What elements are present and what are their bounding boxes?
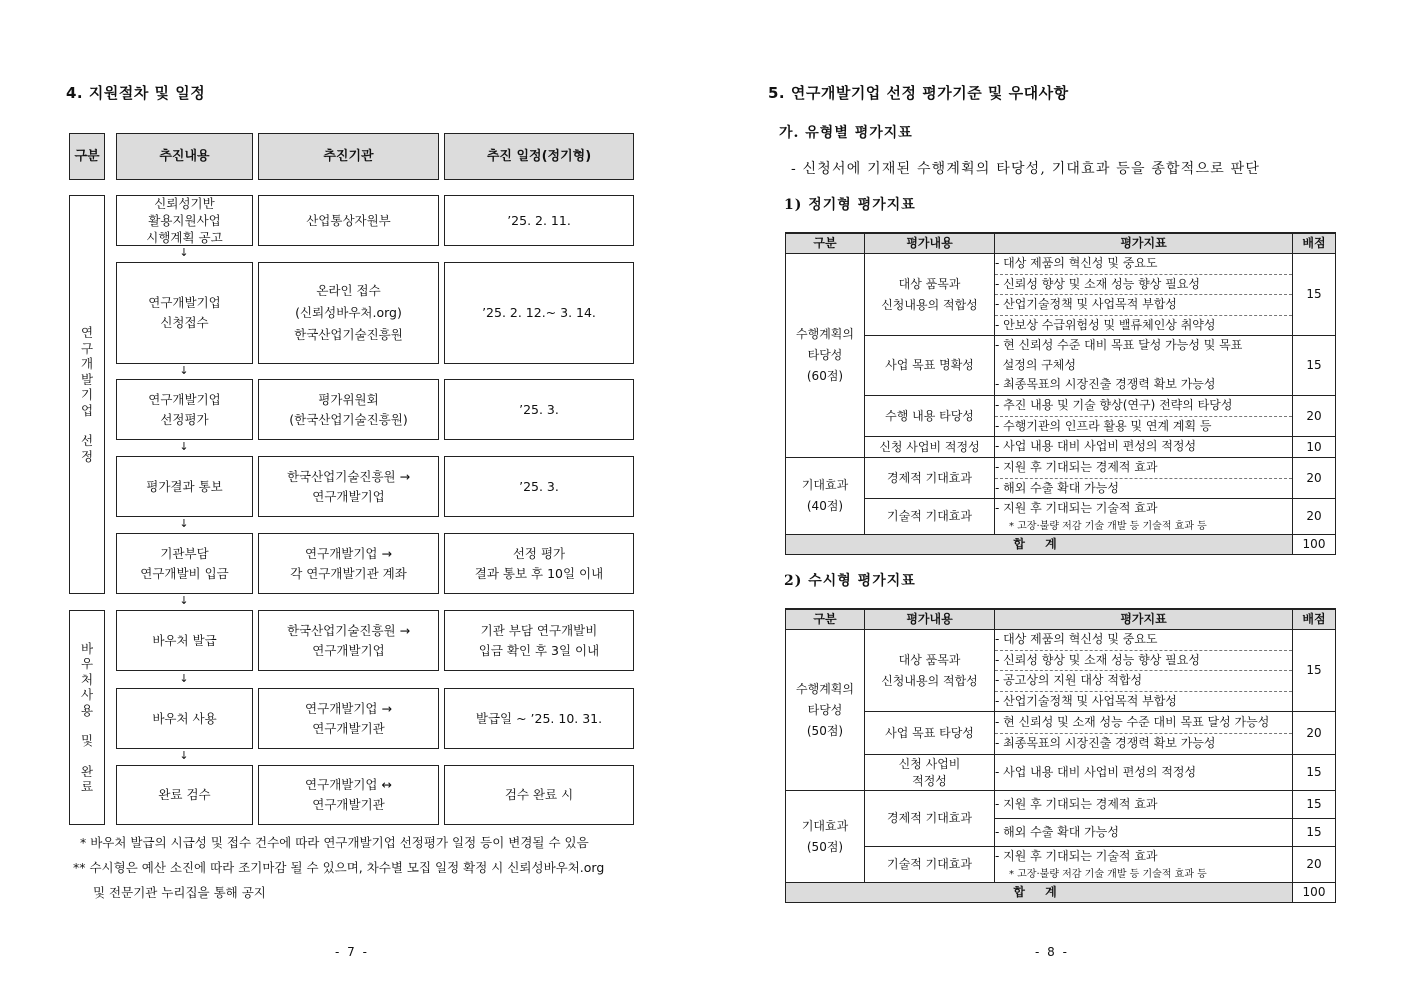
- col-score: 배점: [1293, 233, 1336, 254]
- indicator-cell: - 지원 후 기대되는 경제적 효과 - 해외 수출 확대 가능성: [995, 458, 1293, 499]
- header-org: 추진기관: [258, 133, 439, 180]
- step-date: 기관 부담 연구개발비 입금 확인 후 3일 이내: [444, 610, 634, 671]
- step-org: 산업통상자원부: [258, 195, 439, 246]
- score: 15: [1293, 755, 1336, 791]
- indicator-cell: - 지원 후 기대되는 기술적 효과 * 고장·불량 저감 기술 개발 등 기술적 효과 등: [995, 499, 1293, 535]
- score: 20: [1293, 458, 1336, 499]
- total-score: 100: [1293, 535, 1336, 555]
- step-content: 신뢰성기반 활용지원사업 시행계획 공고: [116, 195, 253, 246]
- step-date: ’25. 3.: [444, 456, 634, 517]
- step-date: ’25. 2. 11.: [444, 195, 634, 246]
- subsection-a-desc: - 신청서에 기재된 수행계획의 타당성, 기대효과 등을 종합적으로 판단: [791, 161, 1261, 177]
- score: 15: [1293, 254, 1336, 336]
- table1-title: 1) 정기형 평가지표: [784, 197, 916, 213]
- indicator-cell: - 해외 수출 확대 가능성: [995, 819, 1293, 847]
- step-content: 바우처 사용: [116, 688, 253, 749]
- step-content: 연구개발기업 선정평가: [116, 379, 253, 440]
- flow-arrow: ↓: [179, 672, 189, 685]
- category-plan: 수행계획의 타당성 (50점): [786, 630, 865, 791]
- eval-content: 기술적 기대효과: [865, 847, 995, 883]
- group-label-voucher: 바 우 처 사 용 및 완 료: [69, 610, 105, 825]
- eval-content: 기술적 기대효과: [865, 499, 995, 535]
- indicator-cell: - 지원 후 기대되는 기술적 효과 * 고장·불량 저감 기술 개발 등 기술적 효과 등: [995, 847, 1293, 883]
- step-content: 연구개발기업 신청접수: [116, 262, 253, 364]
- col-category: 구분: [786, 609, 865, 630]
- footnote-1: * 바우처 발급의 시급성 및 접수 건수에 따라 연구개발기업 선정평가 일정 등이 변경될 수 있음: [80, 835, 589, 850]
- score: 20: [1293, 396, 1336, 437]
- col-indicator: 평가지표: [995, 609, 1293, 630]
- score: 20: [1293, 847, 1336, 883]
- step-date: 검수 완료 시: [444, 765, 634, 825]
- total-score: 100: [1293, 883, 1336, 903]
- col-eval-content: 평가내용: [865, 233, 995, 254]
- step-date: 선정 평가 결과 통보 후 10일 이내: [444, 533, 634, 594]
- indicator-cell: - 사업 내용 대비 사업비 편성의 적정성: [995, 755, 1293, 791]
- step-date: ’25. 3.: [444, 379, 634, 440]
- step-content: 평가결과 통보: [116, 456, 253, 517]
- group-label-selection: 연 구 개 발 기 업 선 정: [69, 195, 105, 594]
- eval-content: 대상 품목과 신청내용의 적합성: [865, 254, 995, 336]
- indicator-cell: - 추진 내용 및 기술 향상(연구) 전략의 타당성 - 수행기관의 인프라 활용 및 연계 계획 등: [995, 396, 1293, 437]
- flow-arrow: ↓: [179, 246, 189, 259]
- eval-content: 경제적 기대효과: [865, 791, 995, 847]
- indicator-cell: - 사업 내용 대비 사업비 편성의 적정성: [995, 437, 1293, 458]
- step-org: 연구개발기업 → 각 연구개발기관 계좌: [258, 533, 439, 594]
- step-org: 연구개발기업 → 연구개발기관: [258, 688, 439, 749]
- flow-arrow: ↓: [179, 594, 189, 607]
- score: 20: [1293, 712, 1336, 755]
- flow-arrow: ↓: [179, 517, 189, 530]
- eval-content: 신청 사업비 적정성: [865, 755, 995, 791]
- score: 15: [1293, 819, 1336, 847]
- eval-content: 경제적 기대효과: [865, 458, 995, 499]
- step-org: 평가위원회 (한국산업기술진흥원): [258, 379, 439, 440]
- flow-arrow: ↓: [179, 749, 189, 762]
- page-number-left: - 7 -: [335, 945, 369, 959]
- score: 15: [1293, 630, 1336, 712]
- col-score: 배점: [1293, 609, 1336, 630]
- score: 15: [1293, 791, 1336, 819]
- category-plan: 수행계획의 타당성 (60점): [786, 254, 865, 458]
- table2-title: 2) 수시형 평가지표: [784, 573, 916, 589]
- eval-content: 사업 목표 타당성: [865, 712, 995, 755]
- regular-eval-table: [785, 232, 1336, 555]
- step-date: ’25. 2. 12.~ 3. 14.: [444, 262, 634, 364]
- header-schedule: 추진 일정(정기형): [444, 133, 634, 180]
- category-effect: 기대효과 (40점): [786, 458, 865, 535]
- score: 20: [1293, 499, 1336, 535]
- rolling-eval-table: [785, 608, 1336, 903]
- flow-arrow: ↓: [179, 440, 189, 453]
- col-indicator: 평가지표: [995, 233, 1293, 254]
- eval-content: 수행 내용 타당성: [865, 396, 995, 437]
- indicator-cell: - 대상 제품의 혁신성 및 중요도 - 신뢰성 향상 및 소재 성능 향상 필요성 - 산업기술정책 및 사업목적 부합성 - 안보상 수급위험성 및 밸류체인상 취약성: [995, 254, 1293, 336]
- flow-arrow: ↓: [179, 364, 189, 377]
- total-label: 합 계: [786, 883, 1293, 903]
- step-org: 한국산업기술진흥원 → 연구개발기업: [258, 456, 439, 517]
- step-org: 연구개발기업 ↔ 연구개발기관: [258, 765, 439, 825]
- indicator-cell: - 현 신뢰성 수준 대비 목표 달성 가능성 및 목표 설정의 구체성 - 최종목표의 시장진출 경쟁력 확보 가능성: [995, 336, 1293, 396]
- indicator-cell: - 대상 제품의 혁신성 및 중요도 - 신뢰성 향상 및 소재 성능 향상 필요성 - 공고상의 지원 대상 적합성 - 산업기술정책 및 사업목적 부합성: [995, 630, 1293, 712]
- step-content: 기관부담 연구개발비 입금: [116, 533, 253, 594]
- footnote-2-cont: 및 전문기관 누리집을 통해 공지: [93, 885, 266, 900]
- total-label: 합 계: [786, 535, 1293, 555]
- col-eval-content: 평가내용: [865, 609, 995, 630]
- eval-content: 신청 사업비 적정성: [865, 437, 995, 458]
- score: 15: [1293, 336, 1336, 396]
- eval-content: 사업 목표 명확성: [865, 336, 995, 396]
- footnote-2: ** 수시형은 예산 소진에 따라 조기마감 될 수 있으며, 차수별 모집 일정 확정 시 신뢰성바우처.org: [73, 860, 605, 875]
- step-date: 발급일 ~ ’25. 10. 31.: [444, 688, 634, 749]
- header-category: 구분: [69, 133, 105, 180]
- eval-content: 대상 품목과 신청내용의 적합성: [865, 630, 995, 712]
- subsection-a-title: 가. 유형별 평가지표: [779, 125, 913, 141]
- category-effect: 기대효과 (50점): [786, 791, 865, 883]
- page-number-right: - 8 -: [1035, 945, 1069, 959]
- step-org: 온라인 접수 (신뢰성바우처.org) 한국산업기술진흥원: [258, 262, 439, 364]
- score: 10: [1293, 437, 1336, 458]
- col-category: 구분: [786, 233, 865, 254]
- step-org: 한국산업기술진흥원 → 연구개발기업: [258, 610, 439, 671]
- section-5-heading: 5. 연구개발기업 선정 평가기준 및 우대사항: [768, 84, 1069, 102]
- step-content: 완료 검수: [116, 765, 253, 825]
- indicator-cell: - 현 신뢰성 및 소재 성능 수준 대비 목표 달성 가능성 - 최종목표의 시장진출 경쟁력 확보 가능성: [995, 712, 1293, 755]
- step-content: 바우처 발급: [116, 610, 253, 671]
- indicator-cell: - 지원 후 기대되는 경제적 효과: [995, 791, 1293, 819]
- header-content: 추진내용: [116, 133, 253, 180]
- section-4-heading: 4. 지원절차 및 일정: [66, 84, 206, 102]
